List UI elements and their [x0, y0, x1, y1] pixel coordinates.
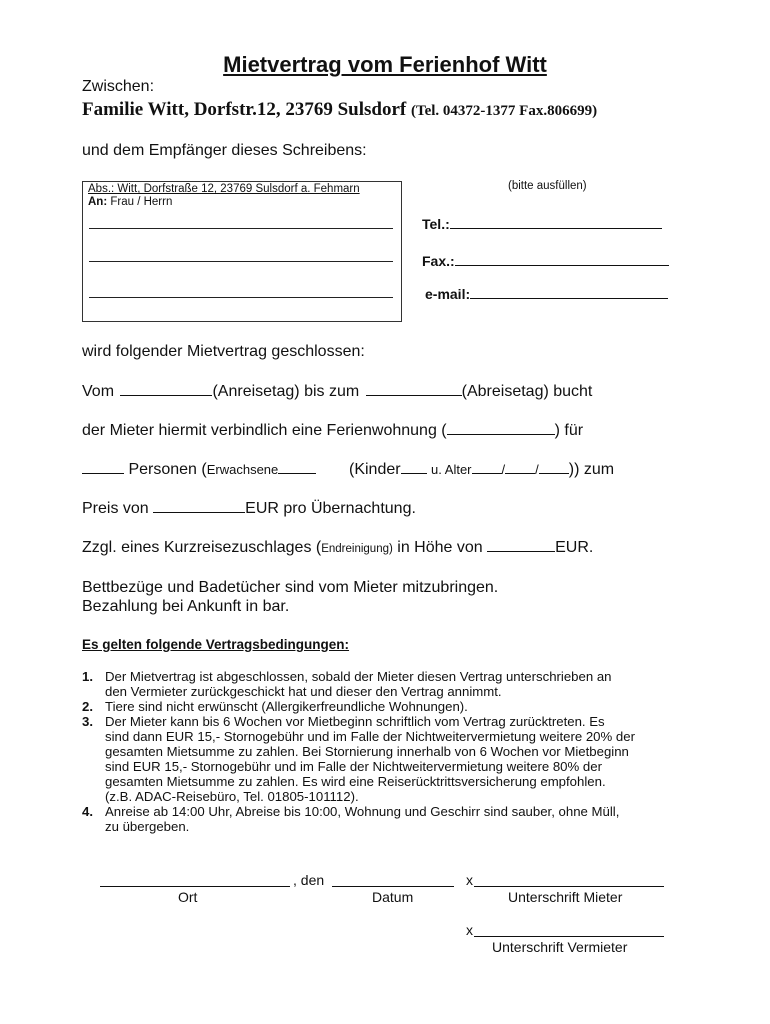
terms-line: Anreise ab 14:00 Uhr, Abreise bis 10:00, Wohnung und Geschirr sind sauber, ohne Müll,	[105, 804, 620, 819]
age-slash-1: /	[501, 462, 506, 477]
landlord-sign-mark: x	[466, 922, 473, 938]
landlord-address	[82, 99, 597, 121]
address-line-1[interactable]	[89, 228, 393, 229]
age-field-3[interactable]	[539, 472, 569, 474]
landlord-name: Familie Witt, Dorfstr.12, 23769 Sulsdorf	[82, 99, 407, 120]
date-separator: , den	[293, 872, 325, 888]
children-row	[349, 461, 614, 479]
terms-line: (z.B. ADAC-Reisebüro, Tel. 01805-101112).	[105, 789, 359, 804]
terms-line: Tiere sind nicht erwünscht (Allergikerfreundliche Wohnungen).	[105, 699, 468, 714]
persons-label: Personen (	[128, 461, 207, 478]
price-unit-label: EUR pro Übernachtung.	[245, 500, 416, 517]
terms-line: gesamten Mietsumme zu zahlen. Bei Stornierung innerhalb von 6 Wochen vor Mietbeginn	[105, 744, 629, 759]
apartment-label: der Mieter hiermit verbindlich eine Ferienwohnung (	[82, 422, 447, 439]
terms-line: den Vermieter zurückgeschickt hat und dieser den Vertrag annimmt.	[105, 684, 502, 699]
terms-item	[82, 714, 692, 804]
to-value: Frau / Herrn	[110, 196, 173, 208]
zum-label: )) zum	[568, 461, 615, 478]
terms-item	[82, 804, 692, 834]
address-box	[82, 181, 402, 322]
payment-note: Bezahlung bei Ankunft in bar.	[82, 598, 290, 615]
surcharge-row	[82, 539, 593, 557]
terms-line: sind EUR 15,- Stornogebühr und im Falle der Nichtweitervermietung weitere 80% der	[105, 759, 602, 774]
terms-num: 1.	[82, 669, 93, 684]
terms-item	[82, 669, 692, 699]
to-label: An:	[88, 196, 108, 208]
landlord-contact: (Tel. 04372-1377 Fax.806699)	[410, 103, 598, 119]
notes-block	[82, 578, 498, 616]
landlord-signature-label: Unterschrift Vermieter	[492, 939, 628, 955]
terms-line: Der Mieter kann bis 6 Wochen vor Mietbeginn schriftlich vom Vertrag zurücktreten. Es	[105, 714, 605, 729]
apartment-row	[82, 422, 583, 440]
arrival-date-field[interactable]	[120, 394, 212, 396]
tel-field[interactable]	[450, 227, 662, 229]
recipient-salutation	[88, 196, 172, 208]
tenant-signature-field[interactable]	[474, 872, 664, 887]
adults-label: Erwachsene	[206, 462, 279, 477]
email-row	[425, 286, 668, 302]
landlord-signature-field[interactable]	[474, 922, 664, 937]
terms-num: 3.	[82, 714, 93, 729]
sender-line: Abs.: Witt, Dorfstraße 12, 23769 Sulsdorf a. Fehmarn	[88, 183, 360, 195]
tenant-sign-mark: x	[466, 872, 473, 888]
age-field-2[interactable]	[505, 472, 535, 474]
persons-count-field[interactable]	[82, 472, 124, 474]
terms-item	[82, 699, 692, 714]
apartment-field[interactable]	[447, 433, 555, 435]
age-label: u. Alter	[431, 462, 472, 477]
price-row	[82, 500, 416, 518]
price-field[interactable]	[153, 511, 245, 513]
terms-line: Der Mietvertrag ist abgeschlossen, sobald der Mieter diesen Vertrag unterschrieben an	[105, 669, 612, 684]
tel-row	[422, 216, 662, 232]
cleaning-label: Endreinigung)	[321, 543, 393, 555]
for-label: ) für	[554, 422, 584, 439]
terms-line: sind dann EUR 15,- Stornogebühr und im Falle der Nichtweitervermietung weitere 20% der	[105, 729, 635, 744]
arrival-label: (Anreisetag) bis zum	[212, 383, 360, 400]
children-open-label: (Kinder	[349, 461, 401, 478]
fax-field[interactable]	[455, 264, 669, 266]
tenant-signature-label: Unterschrift Mieter	[508, 889, 623, 905]
departure-date-field[interactable]	[366, 394, 462, 396]
fax-row	[422, 253, 669, 269]
address-line-3[interactable]	[89, 297, 393, 298]
place-field[interactable]	[100, 872, 290, 887]
email-field[interactable]	[470, 297, 668, 299]
surcharge-field[interactable]	[487, 550, 555, 552]
age-field-1[interactable]	[472, 472, 502, 474]
contract-intro: wird folgender Mietvertrag geschlossen:	[82, 343, 365, 360]
terms-list	[82, 669, 692, 834]
recipient-intro: und dem Empfänger dieses Schreibens:	[82, 142, 367, 159]
address-line-2[interactable]	[89, 261, 393, 262]
amount-label: in Höhe von	[397, 539, 483, 556]
place-label: Ort	[178, 889, 198, 905]
price-label: Preis von	[82, 500, 149, 517]
date-field[interactable]	[332, 872, 454, 887]
between-label: Zwischen:	[82, 78, 155, 95]
tel-label: Tel.:	[422, 216, 450, 232]
fax-label: Fax.:	[422, 253, 455, 269]
fill-hint: (bitte ausfüllen)	[508, 180, 587, 192]
vom-label: Vom	[82, 383, 115, 400]
persons-row	[82, 461, 316, 479]
children-field[interactable]	[401, 472, 427, 474]
terms-line: gesamten Mietsumme zu zahlen. Es wird eine Reiserücktrittsversicherung empfohlen.	[105, 774, 606, 789]
terms-num: 4.	[82, 804, 93, 819]
adults-field[interactable]	[278, 472, 316, 474]
surcharge-unit-label: EUR.	[555, 539, 594, 556]
date-label: Datum	[372, 889, 414, 905]
page-title: Mietvertrag vom Ferienhof Witt	[223, 52, 547, 77]
departure-label: (Abreisetag) bucht	[461, 383, 593, 400]
terms-heading: Es gelten folgende Vertragsbedingungen:	[82, 637, 350, 652]
terms-line: zu übergeben.	[105, 819, 190, 834]
linens-note: Bettbezüge und Badetücher sind vom Mieter mitzubringen.	[82, 579, 499, 596]
age-slash-2: /	[535, 462, 539, 477]
dates-row	[82, 383, 592, 401]
terms-num: 2.	[82, 699, 93, 714]
email-label: e-mail:	[425, 286, 471, 302]
surcharge-label: Zzgl. eines Kurzreisezuschlages (	[82, 539, 322, 556]
